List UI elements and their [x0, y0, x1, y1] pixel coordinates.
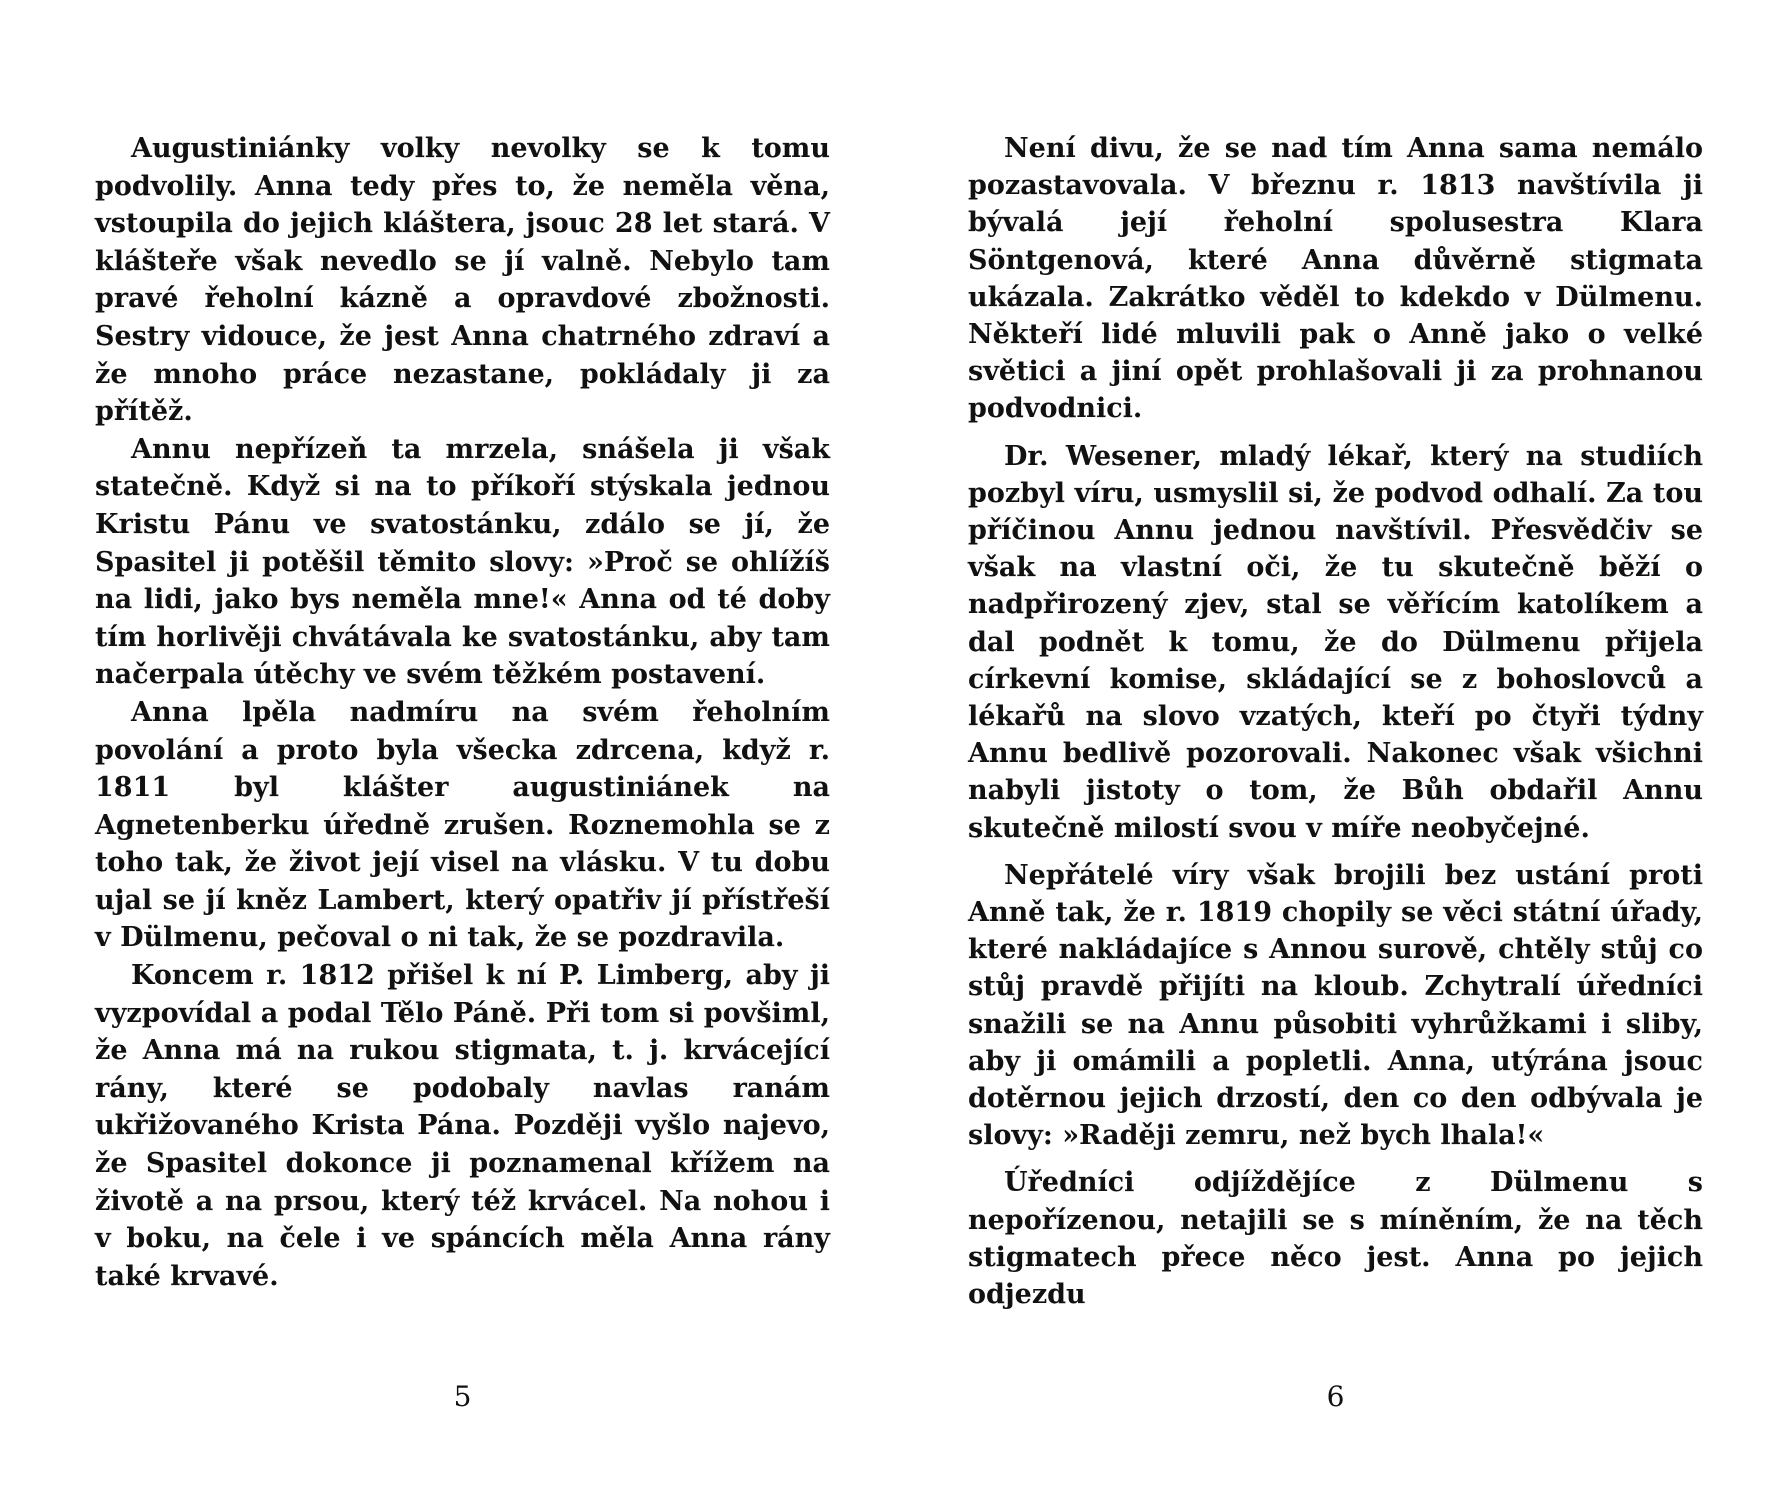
left-paragraph-4: Koncem r. 1812 přišel k ní P. Limberg, aby ji vyzpovídal a podal Tělo Páně. Při tom si povšiml, že Anna má na rukou stigmata, t. j. krvácející rány, které se podobaly navlas ranám ukřižovaného Krista Pána. Později vyšlo najevo, že Spasitel dokonce ji poznamenal křížem na životě a na prsou, který též krvácel. Na nohou i v boku, na čele i ve spáncích měla Anna rány také krvavé. [95, 960, 830, 1292]
left-paragraph-2: Annu nepřízeň ta mrzela, snášela ji však statečně. Když si na to příkoří stýskala jednou Kristu Pánu ve svatostánku, zdálo se jí, že Spasitel ji potěšil těmito slovy: »Proč se ohlížíš na lidi, jako bys neměla mne!« Anna od té doby tím horlivěji chvátávala ke svatostánku, aby tam načerpala útěchy ve svém těžkém postavení. [95, 433, 830, 691]
left-page-number: 5 [453, 1380, 472, 1413]
right-page-number: 6 [1326, 1380, 1345, 1413]
right-paragraph-4: Úředníci odjíždějíce z Dülmenu s nepořízenou, netajili se s míněním, že na těch stigmatech přece něco jest. Anna po jejich odjezdu [968, 1167, 1703, 1311]
left-paragraph-3: Anna lpěla nadmíru na svém řeholním povolání a proto byla všecka zdrcena, když r. 1811 byl klášter augustiniánek na Agnetenberku úředně zrušen. Roznemohla se z toho tak, že život její visel na vlásku. V tu dobu ujal se jí kněz Lambert, který opatřiv jí přístřeší v Dülmenu, pečoval o ni tak, že se pozdravila. [95, 696, 830, 954]
right-paragraph-3: Nepřátelé víry však brojili bez ustání proti Anně tak, že r. 1819 chopily se věci státní úřady, které nakládajíce s Annou surově, chtěly stůj co stůj pravdě přijíti na kloub. Zchytralí úředníci snažili se na Annu působiti vyhrůžkami i sliby, aby ji omámili a popletli. Anna, utýrána jsouc dotěrnou jejich drzostí, den co den odbývala je slovy: »Raději zemru, než bych lhala!« [968, 859, 1703, 1152]
right-paragraph-1: Není divu, že se nad tím Anna sama nemálo pozastavovala. V březnu r. 1813 navštívila ji bývalá její řeholní spolusestra Klara Söntgenová, které Anna důvěrně stigmata ukázala. Zakrátko věděl to kdekdo v Dülmenu. Někteří lidé mluvili pak o Anně jako o velké světici a jiní opět prohlašovali ji za prohnanou podvodnici. [968, 133, 1703, 425]
left-page-text [95, 130, 830, 1330]
right-page [968, 130, 1703, 1413]
left-page [95, 130, 830, 1413]
right-page-text [968, 130, 1703, 1330]
right-paragraph-2: Dr. Wesener, mladý lékař, který na studiích pozbyl víru, usmyslil si, že podvod odhalí. Za tou příčinou Annu jednou navštívil. Přesvědčiv se však na vlastní oči, že tu skutečně běží o nadpřirozený zjev, stal se věřícím katolíkem a dal podnět k tomu, že do Dülmenu přijela církevní komise, skládající se z bohoslovců a lékařů na slovo vzatých, kteří po čtyři týdny Annu bedlivě pozorovali. Nakonec však všichni nabyli jistoty o tom, že Bůh obdařil Annu skutečně milostí svou v míře neobyčejné. [968, 440, 1703, 844]
left-paragraph-1: Augustiniánky volky nevolky se k tomu podvolily. Anna tedy přes to, že neměla věna, vstoupila do jejich kláštera, jsouc 28 let stará. V klášteře však nevedlo se jí valně. Nebylo tam pravé řeholní kázně a opravdové zbožnosti. Sestry vidouce, že jest Anna chatrného zdraví a že mnoho práce nezastane, pokládaly ji za přítěž. [95, 133, 830, 428]
